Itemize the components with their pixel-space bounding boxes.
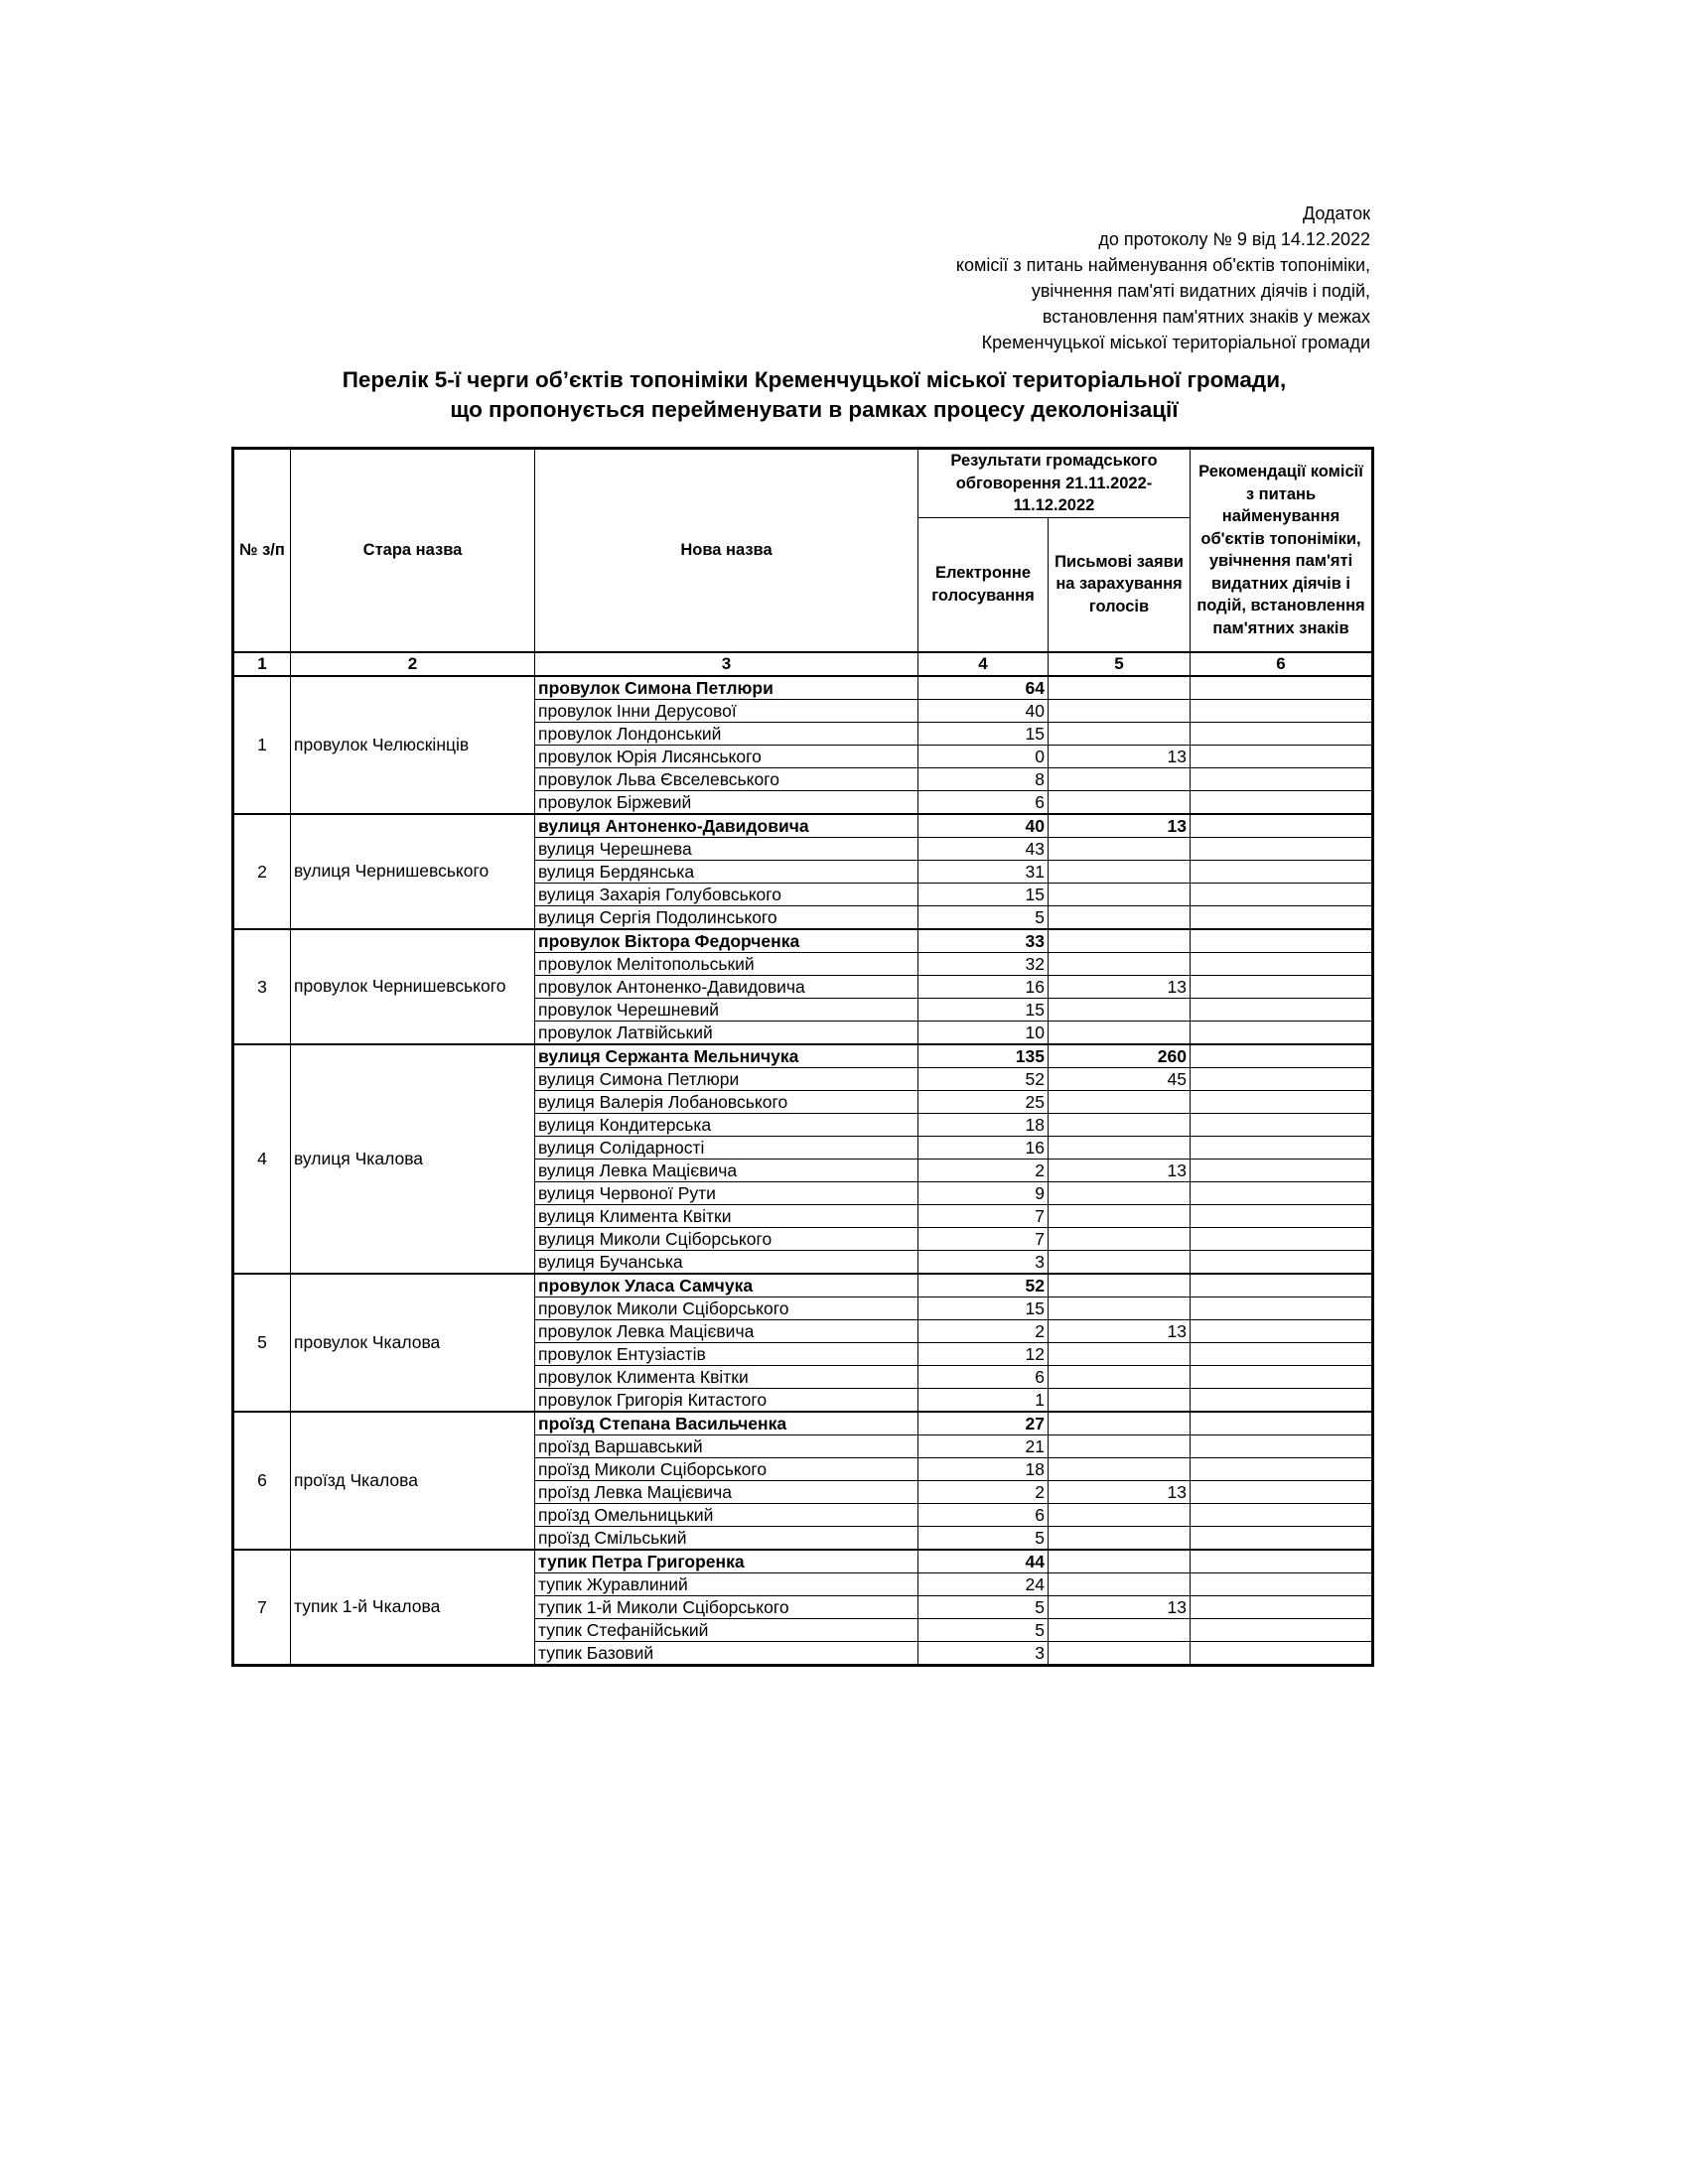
row-number: 7 [233,1550,291,1666]
written-votes: 13 [1049,814,1191,838]
electronic-votes: 40 [918,814,1049,838]
electronic-votes: 0 [918,745,1049,767]
recommendation-cell [1191,1572,1373,1595]
new-name: проїзд Левка Мацієвича [535,1480,918,1503]
table-row [233,1274,1373,1297]
new-name: провулок Льва Євселевського [535,767,918,790]
electronic-votes: 64 [918,676,1049,700]
new-name: провулок Мелітопольський [535,952,918,975]
electronic-votes: 8 [918,767,1049,790]
electronic-votes: 27 [918,1412,1049,1435]
new-name: вулиця Сергія Подолинського [535,905,918,929]
new-name: тупик Базовий [535,1641,918,1665]
row-number: 3 [233,929,291,1044]
recommendation-cell [1191,676,1373,700]
recommendation-cell [1191,1526,1373,1550]
recommendation-cell [1191,814,1373,838]
header-electronic: Електронне голосування [918,517,1049,652]
new-name: тупик Журавлиний [535,1572,918,1595]
written-votes: 13 [1049,1595,1191,1618]
recommendation-cell [1191,1113,1373,1136]
new-name: вулиця Левка Мацієвича [535,1159,918,1181]
recommendation-cell [1191,1227,1373,1250]
electronic-votes: 3 [918,1641,1049,1665]
written-votes [1049,1434,1191,1457]
recommendation-cell [1191,1503,1373,1526]
recommendation-cell [1191,1250,1373,1274]
recommendation-cell [1191,1342,1373,1365]
electronic-votes: 18 [918,1113,1049,1136]
electronic-votes: 6 [918,1365,1049,1388]
new-name: тупик Стефанійський [535,1618,918,1641]
electronic-votes: 5 [918,1526,1049,1550]
row-number: 2 [233,814,291,929]
written-votes [1049,1181,1191,1204]
recommendation-cell [1191,1365,1373,1388]
recommendation-cell [1191,1044,1373,1068]
table-row [233,676,1373,700]
written-votes [1049,1342,1191,1365]
electronic-votes: 18 [918,1457,1049,1480]
row-number: 5 [233,1274,291,1412]
new-name: вулиця Сержанта Мельничука [535,1044,918,1068]
electronic-votes: 1 [918,1388,1049,1412]
recommendation-cell [1191,1480,1373,1503]
column-number: 5 [1049,652,1191,676]
written-votes [1049,1572,1191,1595]
column-number: 2 [291,652,535,676]
header-new-name: Нова назва [535,449,918,652]
written-votes [1049,790,1191,814]
recommendation-cell [1191,952,1373,975]
electronic-votes: 24 [918,1572,1049,1595]
electronic-votes: 6 [918,790,1049,814]
new-name: провулок Біржевий [535,790,918,814]
written-votes [1049,998,1191,1021]
electronic-votes: 33 [918,929,1049,953]
electronic-votes: 2 [918,1480,1049,1503]
column-number: 6 [1191,652,1373,676]
electronic-votes: 16 [918,975,1049,998]
recommendation-cell [1191,860,1373,883]
written-votes [1049,1388,1191,1412]
new-name: провулок Черешневий [535,998,918,1021]
electronic-votes: 5 [918,905,1049,929]
recommendation-cell [1191,1021,1373,1044]
new-name: проїзд Варшавський [535,1434,918,1457]
header-line: увічнення пам'яті видатних діячів і подій, [1031,281,1370,301]
new-name: проїзд Степана Васильченка [535,1412,918,1435]
written-votes: 260 [1049,1044,1191,1068]
recommendation-cell [1191,1274,1373,1297]
written-votes [1049,1274,1191,1297]
recommendation-cell [1191,745,1373,767]
new-name: вулиця Червоної Рути [535,1181,918,1204]
recommendation-cell [1191,699,1373,722]
electronic-votes: 15 [918,998,1049,1021]
written-votes [1049,1090,1191,1113]
recommendation-cell [1191,883,1373,905]
new-name: провулок Уласа Самчука [535,1274,918,1297]
written-votes [1049,837,1191,860]
electronic-votes: 21 [918,1434,1049,1457]
document-title [0,365,1628,425]
new-name: вулиця Антоненко-Давидовича [535,814,918,838]
written-votes [1049,1227,1191,1250]
new-name: провулок Віктора Федорченка [535,929,918,953]
new-name: провулок Миколи Сціборського [535,1297,918,1319]
recommendation-cell [1191,1618,1373,1641]
written-votes [1049,1113,1191,1136]
new-name: тупик Петра Григоренка [535,1550,918,1573]
table-row [233,929,1373,953]
written-votes [1049,676,1191,700]
recommendation-cell [1191,1204,1373,1227]
electronic-votes: 43 [918,837,1049,860]
recommendation-cell [1191,975,1373,998]
electronic-votes: 32 [918,952,1049,975]
written-votes [1049,929,1191,953]
old-name: вулиця Чкалова [291,1044,535,1274]
electronic-votes: 7 [918,1204,1049,1227]
electronic-votes: 6 [918,1503,1049,1526]
written-votes [1049,1641,1191,1665]
electronic-votes: 15 [918,883,1049,905]
electronic-votes: 15 [918,1297,1049,1319]
new-name: вулиця Климента Квітки [535,1204,918,1227]
recommendation-cell [1191,767,1373,790]
header-col-num: № з/п [233,449,291,652]
new-name: провулок Климента Квітки [535,1365,918,1388]
new-name: вулиця Бердянська [535,860,918,883]
header-line: комісії з питань найменування об'єктів топоніміки, [955,255,1370,275]
new-name: провулок Левка Мацієвича [535,1319,918,1342]
recommendation-cell [1191,1181,1373,1204]
written-votes [1049,1457,1191,1480]
written-votes [1049,1412,1191,1435]
electronic-votes: 2 [918,1159,1049,1181]
header-line: до протоколу № 9 від 14.12.2022 [1098,229,1370,249]
written-votes [1049,1618,1191,1641]
recommendation-cell [1191,1550,1373,1573]
new-name: тупик 1-й Миколи Сціборського [535,1595,918,1618]
old-name: тупик 1-й Чкалова [291,1550,535,1666]
table-row [233,1412,1373,1435]
recommendation-cell [1191,929,1373,953]
recommendation-cell [1191,722,1373,745]
electronic-votes: 52 [918,1067,1049,1090]
written-votes [1049,1503,1191,1526]
header-old-name: Стара назва [291,449,535,652]
new-name: провулок Симона Петлюри [535,676,918,700]
recommendation-cell [1191,1159,1373,1181]
recommendation-cell [1191,998,1373,1021]
recommendation-cell [1191,1090,1373,1113]
written-votes: 13 [1049,1159,1191,1181]
electronic-votes: 2 [918,1319,1049,1342]
recommendation-cell [1191,1067,1373,1090]
title-line: Перелік 5-ї черги об’єктів топоніміки Кременчуцької міської територіальної громади, [342,367,1287,392]
title-line: що пропонується перейменувати в рамках процесу деколонізації [450,397,1179,422]
electronic-votes: 7 [918,1227,1049,1250]
header-line: встановлення пам'ятних знаків у межах [1042,307,1370,327]
new-name: провулок Григорія Китастого [535,1388,918,1412]
table-row [233,1044,1373,1068]
appendix-header [956,201,1370,355]
electronic-votes: 52 [918,1274,1049,1297]
row-number: 4 [233,1044,291,1274]
new-name: вулиця Солідарності [535,1136,918,1159]
recommendation-cell [1191,1388,1373,1412]
old-name: проїзд Чкалова [291,1412,535,1550]
electronic-votes: 12 [918,1342,1049,1365]
recommendation-cell [1191,1457,1373,1480]
new-name: вулиця Черешнева [535,837,918,860]
written-votes [1049,767,1191,790]
new-name: провулок Інни Дерусової [535,699,918,722]
renaming-table [231,447,1374,1667]
written-votes [1049,905,1191,929]
new-name: вулиця Симона Петлюри [535,1067,918,1090]
electronic-votes: 5 [918,1595,1049,1618]
header-recommendations: Рекомендації комісії з питань найменування об'єктів топоніміки, увічнення пам'яті видатних діячів і подій, встановлення пам'ятних знаків [1191,449,1373,652]
written-votes [1049,1550,1191,1573]
written-votes [1049,883,1191,905]
written-votes [1049,1365,1191,1388]
written-votes: 13 [1049,1319,1191,1342]
electronic-votes: 3 [918,1250,1049,1274]
recommendation-cell [1191,1319,1373,1342]
new-name: вулиця Валерія Лобановського [535,1090,918,1113]
table-row [233,814,1373,838]
electronic-votes: 40 [918,699,1049,722]
recommendation-cell [1191,1595,1373,1618]
recommendation-cell [1191,790,1373,814]
table-row [233,1550,1373,1573]
new-name: вулиця Захарія Голубовського [535,883,918,905]
written-votes [1049,1136,1191,1159]
new-name: провулок Юрія Лисянського [535,745,918,767]
recommendation-cell [1191,837,1373,860]
header-results-group: Результати громадського обговорення 21.11.2022-11.12.2022 [918,449,1191,518]
recommendation-cell [1191,1434,1373,1457]
written-votes [1049,1204,1191,1227]
electronic-votes: 135 [918,1044,1049,1068]
new-name: вулиця Кондитерська [535,1113,918,1136]
new-name: вулиця Миколи Сціборського [535,1227,918,1250]
old-name: провулок Чернишевського [291,929,535,1044]
new-name: проїзд Омельницький [535,1503,918,1526]
written-votes [1049,1021,1191,1044]
electronic-votes: 44 [918,1550,1049,1573]
column-number: 1 [233,652,291,676]
header-written: Письмові заяви на зарахування голосів [1049,517,1191,652]
electronic-votes: 15 [918,722,1049,745]
written-votes [1049,722,1191,745]
column-number: 4 [918,652,1049,676]
new-name: провулок Ентузіастів [535,1342,918,1365]
new-name: провулок Антоненко-Давидовича [535,975,918,998]
electronic-votes: 9 [918,1181,1049,1204]
electronic-votes: 16 [918,1136,1049,1159]
written-votes: 13 [1049,975,1191,998]
new-name: провулок Лондонський [535,722,918,745]
written-votes: 13 [1049,745,1191,767]
old-name: провулок Челюскінців [291,676,535,814]
written-votes: 45 [1049,1067,1191,1090]
electronic-votes: 25 [918,1090,1049,1113]
electronic-votes: 5 [918,1618,1049,1641]
column-number: 3 [535,652,918,676]
written-votes [1049,699,1191,722]
old-name: вулиця Чернишевського [291,814,535,929]
header-line: Кременчуцької міської територіальної громади [981,333,1370,352]
recommendation-cell [1191,1136,1373,1159]
recommendation-cell [1191,1412,1373,1435]
recommendation-cell [1191,1297,1373,1319]
new-name: вулиця Бучанська [535,1250,918,1274]
old-name: провулок Чкалова [291,1274,535,1412]
recommendation-cell [1191,905,1373,929]
new-name: проїзд Смільський [535,1526,918,1550]
row-number: 1 [233,676,291,814]
written-votes [1049,1250,1191,1274]
electronic-votes: 31 [918,860,1049,883]
recommendation-cell [1191,1641,1373,1665]
written-votes [1049,1297,1191,1319]
written-votes [1049,860,1191,883]
new-name: проїзд Миколи Сціборського [535,1457,918,1480]
written-votes [1049,952,1191,975]
written-votes: 13 [1049,1480,1191,1503]
header-line: Додаток [1302,204,1370,223]
new-name: провулок Латвійський [535,1021,918,1044]
written-votes [1049,1526,1191,1550]
row-number: 6 [233,1412,291,1550]
electronic-votes: 10 [918,1021,1049,1044]
